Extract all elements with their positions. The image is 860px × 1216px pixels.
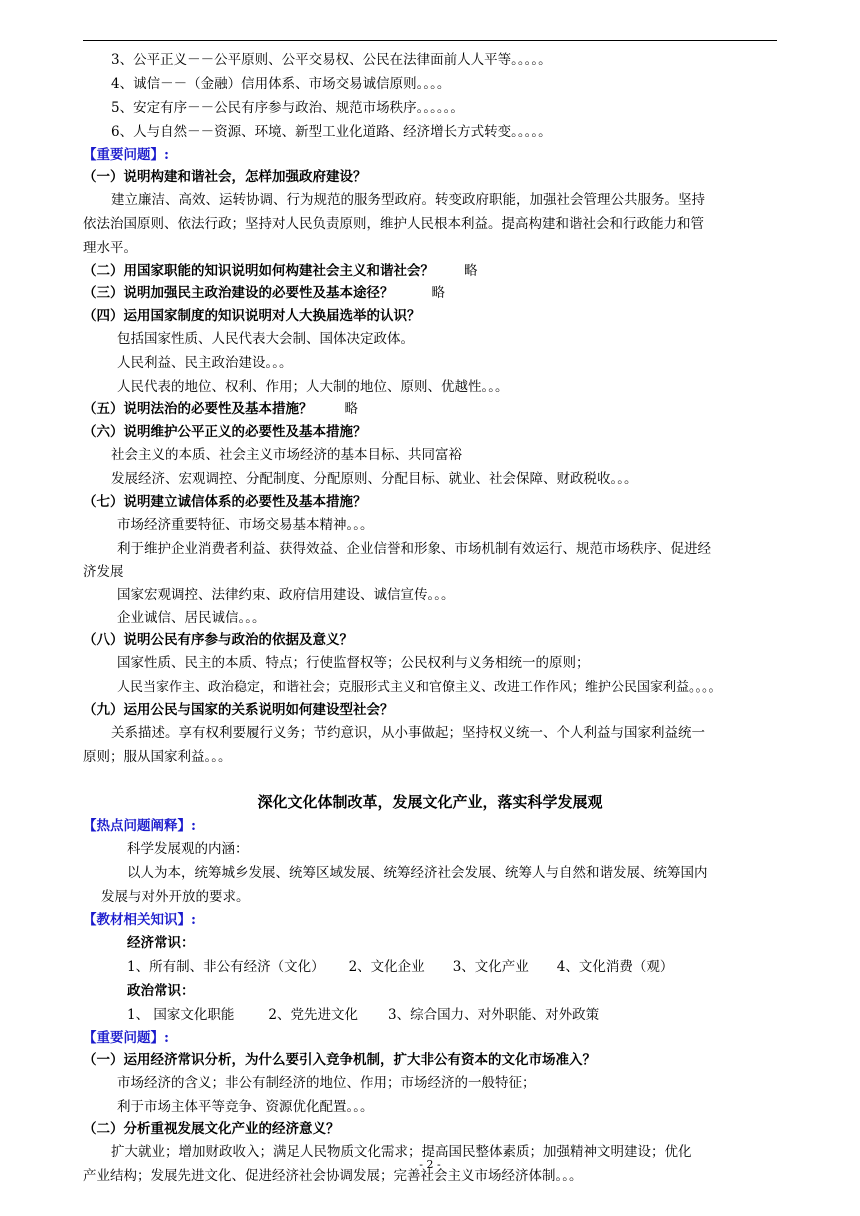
subheading-economics: 经济常识： bbox=[127, 935, 195, 951]
answer-text: 包括国家性质、人民代表大会制、国体决定政体。 bbox=[117, 331, 414, 347]
list-item: 3、公平正义－－公平原则、公平交易权、公民在法律面前人人平等。。。。。 bbox=[111, 52, 552, 68]
answer-text: 企业诚信、居民诚信。。。 bbox=[117, 610, 266, 626]
question-row bbox=[83, 260, 478, 283]
answer-text: 发展与对外开放的要求。 bbox=[101, 889, 250, 905]
answer-text: 利于市场主体平等竞争、资源优化配置。。。 bbox=[117, 1099, 374, 1115]
question-heading: （八）说明公民有序参与政治的依据及意义？ bbox=[83, 632, 353, 648]
answer-text: 依法治国原则、依法行政；坚持对人民负责原则，维护人民根本利益。提高构建和谐社会和行政能力和管 bbox=[83, 216, 704, 232]
list-item: 3、文化产业 bbox=[452, 959, 529, 975]
question-heading: （七）说明建立诚信体系的必要性及基本措施？ bbox=[83, 494, 367, 510]
answer-text: 社会主义的本质、社会主义市场经济的基本目标、共同富裕 bbox=[111, 447, 462, 463]
question-row bbox=[83, 398, 358, 421]
answer-text: 国家宏观调控、法律约束、政府信用建设、诚信宣传。。。 bbox=[117, 587, 455, 603]
question-heading: （九）运用公民与国家的关系说明如何建设型社会？ bbox=[83, 702, 394, 718]
question-note: 略 bbox=[464, 263, 478, 279]
page-number: - 2 - bbox=[419, 1158, 441, 1171]
section-heading-important-issues: 【重要问题】: bbox=[83, 1030, 169, 1046]
answer-text: 产业结构；发展先进文化、促进经济社会协调发展；完善社会主义市场经济体制。。。 bbox=[83, 1168, 583, 1184]
answer-text: 原则；服从国家利益。。。 bbox=[83, 749, 232, 765]
answer-text: 人民当家作主、政治稳定，和谐社会；克服形式主义和官僚主义、改进工作作风；维护公民国家利益。。。。 bbox=[117, 680, 722, 695]
answer-text: 以人为本，统筹城乡发展、统筹区域发展、统筹经济社会发展、统筹人与自然和谐发展、统筹国内 bbox=[127, 865, 708, 881]
list-item: 5、安定有序－－公民有序参与政治、规范市场秩序。。。。。。 bbox=[111, 100, 464, 116]
question-heading: （二）用国家职能的知识说明如何构建社会主义和谐社会？ bbox=[83, 263, 434, 279]
answer-text: 科学发展观的内涵： bbox=[127, 841, 249, 857]
answer-text: 关系描述。享有权利要履行义务；节约意识，从小事做起；坚持权义统一、个人利益与国家利益统一 bbox=[111, 725, 705, 741]
list-item: 6、人与自然－－资源、环境、新型工业化道路、经济增长方式转变。。。。。 bbox=[111, 124, 552, 140]
answer-text: 建立廉洁、高效、运转协调、行为规范的服务型政府。转变政府职能，加强社会管理公共服务。坚持 bbox=[111, 192, 705, 208]
list-item: 4、诚信－－（金融）信用体系、市场交易诚信原则。。。。 bbox=[111, 76, 451, 92]
answer-text: 市场经济重要特征、市场交易基本精神。。。 bbox=[117, 517, 374, 533]
answer-text: 理水平。 bbox=[83, 240, 137, 256]
list-item: 4、文化消费（观） bbox=[556, 959, 674, 975]
question-heading: （三）说明加强民主政治建设的必要性及基本途径？ bbox=[83, 285, 394, 301]
answer-text: 扩大就业；增加财政收入；满足人民物质文化需求；提高国民整体素质；加强精神文明建设；优化 bbox=[111, 1144, 692, 1160]
answer-text: 济发展 bbox=[83, 564, 124, 580]
section-title: 深化文化体制改革，发展文化产业，落实科学发展观 bbox=[257, 793, 603, 811]
question-heading: （六）说明维护公平正义的必要性及基本措施？ bbox=[83, 424, 367, 440]
answer-text: 发展经济、宏观调控、分配制度、分配原则、分配目标、就业、社会保障、财政税收。。。 bbox=[111, 471, 638, 487]
answer-text: 国家性质、民主的本质、特点；行使监督权等；公民权利与义务相统一的原则； bbox=[117, 655, 590, 671]
section-heading-textbook: 【教材相关知识】: bbox=[83, 912, 196, 928]
list-item: 2、党先进文化 bbox=[268, 1007, 358, 1023]
answer-text: 利于维护企业消费者利益、获得效益、企业信誉和形象、市场机制有效运行、规范市场秩序、促进经 bbox=[117, 541, 711, 557]
list-item: 1、 国家文化职能 bbox=[127, 1007, 235, 1023]
pol-items-row bbox=[127, 1004, 599, 1027]
section-heading-hot-issues: 【热点问题阐释】: bbox=[83, 818, 196, 834]
answer-text: 市场经济的含义；非公有制经济的地位、作用；市场经济的一般特征； bbox=[117, 1075, 536, 1091]
answer-text: 人民代表的地位、权利、作用；人大制的地位、原则、优越性。。。 bbox=[117, 379, 509, 395]
question-note: 略 bbox=[344, 401, 358, 417]
list-item: 2、文化企业 bbox=[348, 959, 425, 975]
question-row bbox=[83, 282, 445, 305]
question-heading: （五）说明法治的必要性及基本措施？ bbox=[83, 401, 313, 417]
question-note: 略 bbox=[431, 285, 445, 301]
subheading-politics: 政治常识： bbox=[127, 983, 195, 999]
question-heading: （一）说明构建和谐社会，怎样加强政府建设？ bbox=[83, 169, 367, 185]
question-heading: （一）运用经济常识分析，为什么要引入竞争机制，扩大非公有资本的文化市场准入？ bbox=[83, 1052, 596, 1068]
question-heading: （四）运用国家制度的知识说明对人大换届选举的认识？ bbox=[83, 308, 421, 324]
list-item: 1、所有制、非公有经济（文化） bbox=[127, 959, 325, 975]
question-heading: （二）分析重视发展文化产业的经济意义？ bbox=[83, 1121, 340, 1137]
answer-text: 人民利益、民主政治建设。。。 bbox=[117, 355, 293, 371]
list-item: 3、综合国力、对外职能、对外政策 bbox=[387, 1007, 600, 1023]
section-heading-important-issues: 【重要问题】: bbox=[83, 147, 169, 163]
econ-items-row bbox=[127, 956, 673, 979]
header-rule bbox=[83, 40, 777, 41]
